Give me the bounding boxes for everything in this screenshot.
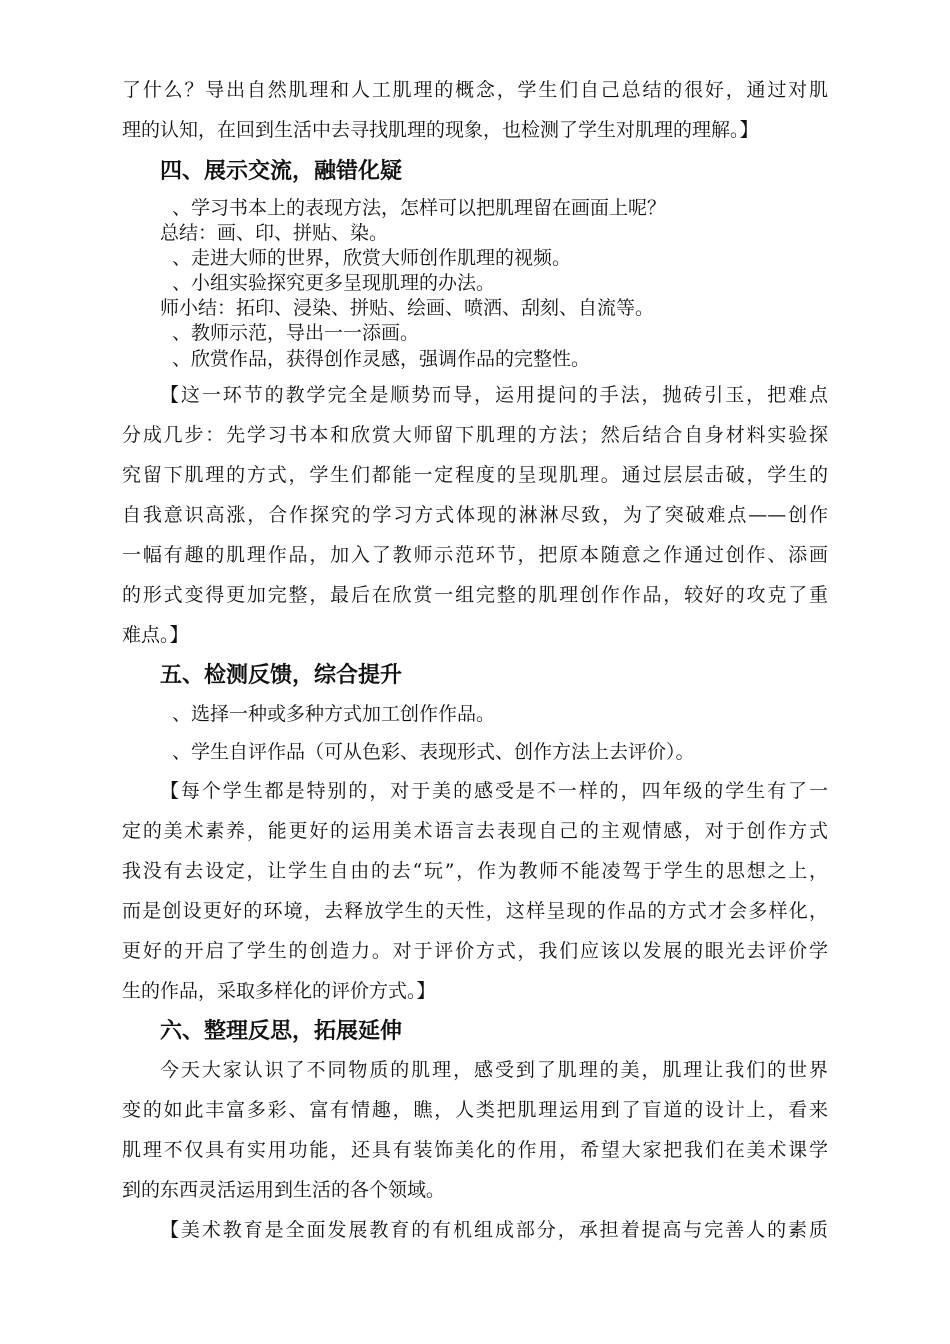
- paragraph-line: 了什么？导出自然肌理和人工肌理的概念，学生们自己总结的很好，通过对肌: [122, 79, 828, 101]
- paragraph-line: 【美术教育是全面发展教育的有机组成部分，承担着提高与完善人的素质: [160, 1219, 828, 1241]
- paragraph-line: 我没有去设定，让学生自由的去“玩”，作为教师不能凌驾于学生的思想之上，: [122, 860, 828, 882]
- paragraph-line: 而是创设更好的环境，去释放学生的天性，这样呈现的作品的方式才会多样化，: [122, 900, 828, 922]
- list-item: 、选择一种或多种方式加工创作作品。: [172, 703, 496, 725]
- list-item: 、走进大师的世界，欣赏大师创作肌理的视频。: [172, 247, 572, 269]
- section-heading-4: 四、展示交流，融错化疑: [160, 159, 403, 184]
- paragraph-line: 的形式变得更加完整，最后在欣赏一组完整的肌理创作作品，较好的攻克了重: [122, 584, 828, 606]
- section-heading-5: 五、检测反馈，综合提升: [160, 663, 403, 688]
- paragraph-line: 分成几步：先学习书本和欣赏大师留下肌理的方法；然后结合自身材料实验探: [122, 424, 828, 446]
- list-item: 师小结：拓印、浸染、拼贴、绘画、喷洒、刮刻、自流等。: [160, 297, 655, 319]
- paragraph-line: 今天大家认识了不同物质的肌理，感受到了肌理的美，肌理让我们的世界: [160, 1059, 828, 1081]
- paragraph-line: 到的东西灵活运用到生活的各个领域。: [122, 1179, 446, 1201]
- list-item: 总结：画、印、拼贴、染。: [160, 222, 389, 244]
- paragraph-line: 一幅有趣的肌理作品，加入了教师示范环节，把原本随意之作通过创作、添画: [122, 544, 828, 566]
- paragraph-line: 究留下肌理的方式，学生们都能一定程度的呈现肌理。通过层层击破，学生的: [122, 464, 828, 486]
- list-item: 、学习书本上的表现方法，怎样可以把肌理留在画面上呢？: [172, 197, 667, 219]
- paragraph-line: 更好的开启了学生的创造力。对于评价方式，我们应该以发展的眼光去评价学: [122, 940, 828, 962]
- paragraph-line: 定的美术素养，能更好的运用美术语言去表现自己的主观情感，对于创作方式: [122, 820, 828, 842]
- paragraph-line: 【这一环节的教学完全是顺势而导，运用提问的手法，抛砖引玉，把难点: [160, 384, 828, 406]
- paragraph-line: 肌理不仅具有实用功能，还具有装饰美化的作用，希望大家把我们在美术课学: [122, 1139, 828, 1161]
- list-item: 、小组实验探究更多呈现肌理的办法。: [172, 272, 496, 294]
- list-item: 、教师示范，导出一一添画。: [172, 322, 420, 344]
- paragraph-line: 难点。】: [122, 624, 189, 646]
- paragraph-line: 【每个学生都是特别的，对于美的感受是不一样的，四年级的学生有了一: [160, 780, 828, 802]
- paragraph-line: 变的如此丰富多彩、富有情趣，瞧，人类把肌理运用到了盲道的设计上，看来: [122, 1099, 828, 1121]
- section-heading-6: 六、整理反思，拓展延伸: [160, 1019, 403, 1044]
- paragraph-line: 理的认知，在回到生活中去寻找肌理的现象，也检测了学生对肌理的理解。】: [122, 119, 759, 141]
- list-item: 、学生自评作品（可从色彩、表现形式、创作方法上去评价）。: [172, 741, 695, 763]
- paragraph-line: 生的作品，采取多样化的评价方式。】: [122, 980, 436, 1002]
- paragraph-line: 自我意识高涨，合作探究的学习方式体现的淋淋尽致，为了突破难点——创作: [122, 504, 828, 526]
- list-item: 、欣赏作品，获得创作灵感，强调作品的完整性。: [172, 348, 591, 370]
